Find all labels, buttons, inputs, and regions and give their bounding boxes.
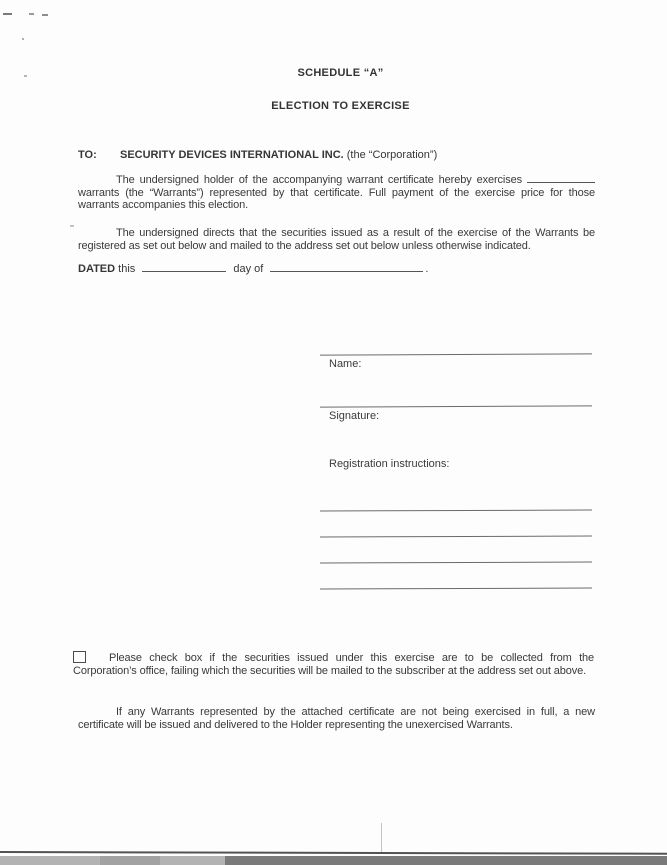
warrant-count-blank [527, 173, 595, 183]
signature-label: Signature: [329, 410, 380, 422]
company-suffix: (the “Corporation”) [346, 149, 438, 161]
scan-artifact [29, 13, 34, 15]
name-line [320, 353, 592, 355]
collect-option-text: Please check box if the securities issued under this exercise are to be collected from the Corporation’s office, failing which the securities will be mailed to the subscriber at the address set out above. [73, 652, 594, 677]
dated-label: DATED [78, 263, 116, 275]
to-label: TO: [78, 149, 97, 161]
registration-instructions-label: Registration instructions: [329, 458, 450, 470]
dated-period: . [425, 263, 429, 275]
registration-direction-paragraph: The undersigned directs that the securities issued as a result of the exercise of the Warrants be registered as set out below and mailed to the address set out below unless otherwise indicated. [78, 227, 595, 252]
day-of-label: day of [233, 263, 264, 275]
scan-bottom-bar-right [225, 856, 667, 865]
addressee-line [78, 149, 437, 161]
company-name: SECURITY DEVICES INTERNATIONAL INC. [120, 149, 344, 161]
registration-line-4 [320, 588, 592, 590]
scan-bottom-bar [0, 856, 667, 865]
day-blank [142, 262, 226, 272]
exercise-paragraph-text-after: warrants (the “Warrants”) represented by that certificate. Full payment of the exercise price for those warrants accompanies this election. [78, 186, 595, 212]
month-blank [270, 262, 423, 272]
partial-exercise-paragraph: If any Warrants represented by the attached certificate are not being exercised in full, a new certificate will be issued and delivered to the Holder representing the unexercised Warrants. [78, 706, 595, 731]
dated-this-word: this [118, 263, 136, 275]
scan-artifact [3, 13, 12, 15]
registration-line-3 [320, 562, 592, 564]
scan-artifact [70, 225, 74, 227]
name-label: Name: [329, 358, 362, 370]
document-subtitle: ELECTION TO EXERCISE [271, 100, 410, 112]
signature-line [320, 405, 592, 407]
collect-option-paragraph [73, 651, 594, 677]
scan-page-edge-line [0, 851, 667, 855]
scan-artifact [42, 14, 48, 16]
document-title: SCHEDULE “A” [297, 67, 384, 79]
exercise-paragraph [78, 173, 595, 212]
registration-line-2 [320, 536, 592, 538]
exercise-paragraph-text-before: The undersigned holder of the accompanying warrant certificate hereby exercises [116, 174, 522, 186]
scan-vertical-line-artifact [381, 823, 382, 853]
collect-checkbox[interactable] [73, 651, 86, 663]
scan-bottom-bar-smudge [100, 856, 160, 865]
scan-artifact [22, 38, 24, 40]
dated-line [78, 262, 428, 275]
registration-line-1 [320, 510, 592, 512]
